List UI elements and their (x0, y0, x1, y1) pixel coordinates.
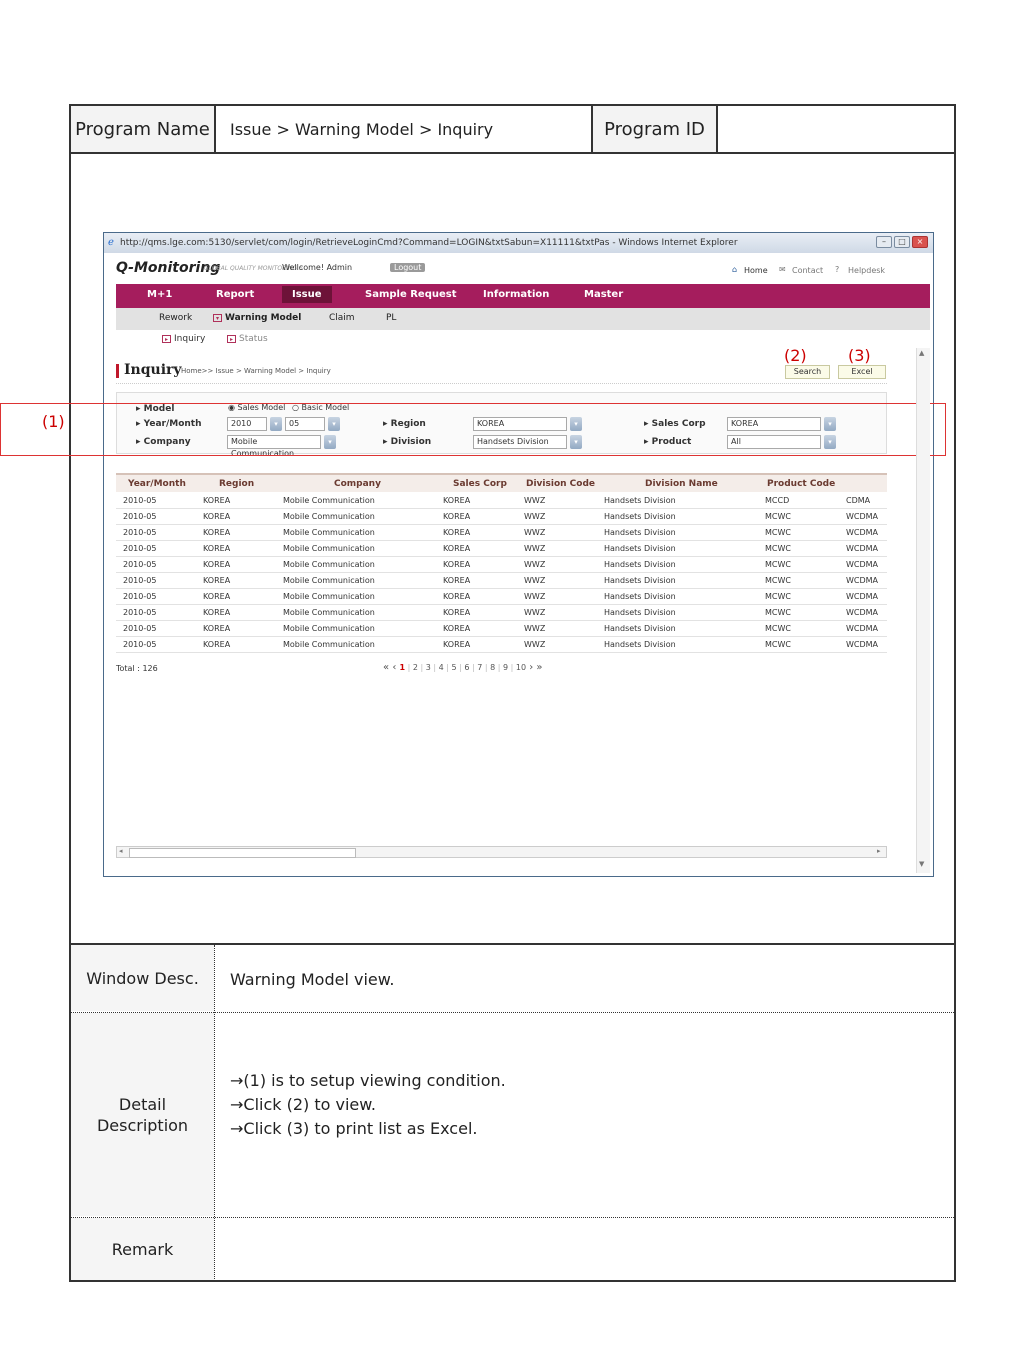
table-cell: KOREA (203, 512, 231, 521)
table-cell: KOREA (203, 576, 231, 585)
program-id-value (716, 104, 956, 154)
mail-icon: ✉ (779, 265, 786, 274)
home-link[interactable]: Home (744, 266, 768, 275)
prev-page-icon[interactable]: ‹ (392, 662, 397, 673)
table-cell: KOREA (203, 624, 231, 633)
table-cell: 2010-05 (123, 608, 157, 617)
table-cell: Mobile Communication (283, 512, 375, 521)
table-cell: MCWC (765, 608, 791, 617)
page-link[interactable]: 10 (515, 663, 527, 672)
last-page-icon[interactable]: » (536, 662, 543, 673)
table-cell: KOREA (443, 560, 471, 569)
table-row[interactable] (116, 493, 887, 509)
table-cell: 2010-05 (123, 496, 157, 505)
table-cell: WWZ (524, 528, 546, 537)
nav-m1[interactable]: M+1 (147, 289, 173, 300)
breadcrumb: Home>> Issue > Warning Model > Inquiry (181, 367, 331, 375)
table-cell: KOREA (203, 544, 231, 553)
table-cell: Handsets Division (604, 576, 676, 585)
table-cell: KOREA (443, 624, 471, 633)
salescorp-select[interactable]: KOREA ▾ (727, 417, 821, 431)
detail-desc-label: Detail Description (71, 1013, 214, 1216)
pagination: « ‹ 1 | 2 | 3 | 4 | 5 | 6 | 7 | 8 | 9 | 10 › » (383, 662, 543, 673)
division-select[interactable]: Handsets Division ▾ (473, 435, 567, 449)
model-label: ▸ Model (136, 404, 175, 414)
chevron-down-icon: ▾ (824, 435, 836, 449)
app-topbar (104, 253, 933, 283)
nav-issue[interactable]: Issue (282, 286, 332, 303)
table-cell: KOREA (203, 496, 231, 505)
table-cell: KOREA (203, 640, 231, 649)
nav-information[interactable]: Information (483, 289, 550, 300)
product-label: ▸ Product (644, 437, 692, 447)
home-icon: ⌂ (732, 265, 738, 274)
program-name-label: Program Name (69, 104, 216, 154)
col-yearmonth[interactable]: Year/Month (128, 479, 186, 489)
subnav-pl[interactable]: PL (386, 313, 397, 323)
subnav-inquiry[interactable]: ▸ Inquiry (162, 334, 205, 344)
table-cell: Handsets Division (604, 608, 676, 617)
vertical-scrollbar[interactable] (916, 348, 930, 873)
table-cell: MCWC (765, 576, 791, 585)
welcome-text: Wellcome! Admin (282, 263, 353, 272)
salescorp-label: ▸ Sales Corp (644, 419, 706, 429)
nav-master[interactable]: Master (584, 289, 624, 300)
table-cell: WCDMA (846, 560, 879, 569)
company-label: ▸ Company (136, 437, 191, 447)
page-link[interactable]: 4 (438, 663, 444, 672)
table-cell: 2010-05 (123, 640, 157, 649)
table-cell: MCCD (765, 496, 790, 505)
nav-report[interactable]: Report (216, 289, 255, 300)
scroll-down-icon[interactable]: ▼ (919, 860, 925, 868)
table-cell: MCWC (765, 528, 791, 537)
table-cell: Mobile Communication (283, 608, 375, 617)
table-cell: WCDMA (846, 640, 879, 649)
ie-icon: ℯ (108, 237, 114, 248)
page-link[interactable]: 3 (425, 663, 431, 672)
horizontal-scrollbar[interactable] (116, 846, 887, 858)
app-tagline: GLOBAL QUALITY MONITORING S (204, 265, 303, 272)
table-cell: WWZ (524, 592, 546, 601)
table-cell: MCWC (765, 560, 791, 569)
arrow-icon: ▸ (227, 335, 236, 343)
minimize-icon[interactable]: – (876, 236, 892, 248)
table-cell: KOREA (443, 544, 471, 553)
col-product-code[interactable]: Product Code (767, 479, 836, 489)
table-row[interactable] (116, 557, 887, 573)
next-page-icon[interactable]: › (529, 662, 534, 673)
page-title: Inquiry (124, 362, 182, 378)
table-cell: KOREA (443, 608, 471, 617)
col-company[interactable]: Company (334, 479, 381, 489)
chevron-down-icon: ▾ (270, 417, 282, 431)
table-cell: Mobile Communication (283, 640, 375, 649)
program-id-label: Program ID (591, 104, 718, 154)
table-cell: 2010-05 (123, 592, 157, 601)
table-cell: KOREA (203, 528, 231, 537)
scroll-thumb[interactable] (129, 848, 356, 858)
table-cell: KOREA (443, 592, 471, 601)
table-cell: WCDMA (846, 576, 879, 585)
subnav-status[interactable]: ▸ Status (227, 334, 268, 344)
nav-sample-request[interactable]: Sample Request (365, 289, 457, 300)
dropdown-icon: ▾ (213, 314, 222, 322)
table-cell: KOREA (443, 528, 471, 537)
chevron-down-icon: ▾ (328, 417, 340, 431)
table-row[interactable] (116, 589, 887, 605)
app-logo[interactable]: Q-Monitoring (116, 260, 221, 276)
table-cell: WWZ (524, 608, 546, 617)
table-cell: WCDMA (846, 544, 879, 553)
col-salescorp[interactable]: Sales Corp (453, 479, 507, 489)
table-cell: Mobile Communication (283, 544, 375, 553)
page-link[interactable]: 9 (502, 663, 509, 672)
scroll-up-icon[interactable]: ▲ (919, 349, 925, 357)
table-cell: MCWC (765, 512, 791, 521)
table-cell: Mobile Communication (283, 528, 375, 537)
subnav-claim[interactable]: Claim (329, 313, 355, 323)
maximize-icon[interactable]: □ (894, 236, 910, 248)
table-cell: WCDMA (846, 528, 879, 537)
table-cell: KOREA (443, 640, 471, 649)
logout-button[interactable]: Logout (390, 263, 425, 272)
table-cell: WWZ (524, 496, 546, 505)
table-cell: WCDMA (846, 512, 879, 521)
main-nav (116, 284, 930, 308)
region-select[interactable]: KOREA ▾ (473, 417, 567, 431)
table-cell: Handsets Division (604, 640, 676, 649)
remark-label: Remark (71, 1218, 214, 1280)
month-select[interactable]: 05 ▾ (285, 417, 325, 431)
chevron-down-icon: ▾ (324, 435, 336, 449)
table-cell: Handsets Division (604, 528, 676, 537)
window-desc-value: Warning Model view. (230, 970, 395, 989)
page-link[interactable]: 7 (477, 663, 483, 672)
table-row[interactable] (116, 541, 887, 557)
annotation-1: (1) (42, 412, 65, 431)
table-row[interactable] (116, 525, 887, 541)
page-link[interactable]: 1 (399, 663, 406, 672)
table-cell: MCWC (765, 624, 791, 633)
table-cell: WCDMA (846, 624, 879, 633)
program-name-value: Issue > Warning Model > Inquiry (214, 104, 593, 154)
col-division-code[interactable]: Division Code (526, 479, 596, 489)
model-radio-sales[interactable]: ◉ Sales Model (228, 403, 286, 412)
table-cell: WWZ (524, 512, 546, 521)
table-cell: MCWC (765, 640, 791, 649)
table-cell: WCDMA (846, 592, 879, 601)
table-cell: KOREA (443, 496, 471, 505)
table-cell: Mobile Communication (283, 592, 375, 601)
table-cell: KOREA (443, 576, 471, 585)
table-cell: Handsets Division (604, 592, 676, 601)
company-select[interactable]: Mobile Communication ▾ (227, 435, 321, 449)
table-cell: 2010-05 (123, 528, 157, 537)
table-cell: Handsets Division (604, 512, 676, 521)
title-divider (116, 383, 887, 384)
scroll-right-icon[interactable]: ▸ (877, 847, 881, 855)
table-cell: WWZ (524, 576, 546, 585)
table-cell: Handsets Division (604, 496, 676, 505)
product-select[interactable]: All ▾ (727, 435, 821, 449)
page-link[interactable]: 6 (464, 663, 470, 672)
detail-desc-list (230, 1069, 506, 1141)
page-link[interactable]: 5 (451, 663, 457, 672)
table-cell: Handsets Division (604, 560, 676, 569)
table-cell: WWZ (524, 640, 546, 649)
scroll-left-icon[interactable]: ◂ (119, 847, 123, 855)
division-label: ▸ Division (383, 437, 432, 447)
title-marker (116, 364, 119, 378)
table-cell: MCWC (765, 544, 791, 553)
total-count: Total : 126 (116, 664, 158, 673)
table-cell: Handsets Division (604, 624, 676, 633)
chevron-down-icon: ▾ (824, 417, 836, 431)
page-link[interactable]: 8 (490, 663, 496, 672)
table-cell: CDMA (846, 496, 871, 505)
browser-title: http://qms.lge.com:5130/servlet/com/login/RetrieveLoginCmd?Command=LOGIN&txtSabun=X11111&txtPas - Windows Internet Explorer (120, 238, 738, 248)
helpdesk-link[interactable]: Helpdesk (848, 266, 886, 275)
detail-line: →Click (3) to print list as Excel. (230, 1119, 478, 1138)
annotation-2: (2) (784, 346, 807, 365)
window-desc-label: Window Desc. (71, 945, 214, 1011)
table-row[interactable] (116, 573, 887, 589)
annotation-1-box (0, 403, 946, 456)
search-button[interactable]: Search (785, 365, 830, 379)
arrow-icon: ▸ (162, 335, 171, 343)
page-link[interactable]: 2 (412, 663, 418, 672)
table-cell: WWZ (524, 544, 546, 553)
table-row[interactable] (116, 605, 887, 621)
table-row[interactable] (116, 509, 887, 525)
model-radio-basic[interactable]: ○ Basic Model (292, 403, 350, 412)
table-cell: WWZ (524, 560, 546, 569)
column-divider (214, 945, 215, 1281)
table-cell: Mobile Communication (283, 496, 375, 505)
table-cell: Handsets Division (604, 544, 676, 553)
table-cell: KOREA (203, 560, 231, 569)
excel-button[interactable]: Excel (838, 365, 886, 379)
chevron-down-icon: ▾ (570, 435, 582, 449)
table-cell: KOREA (203, 592, 231, 601)
table-row[interactable] (116, 637, 887, 653)
table-cell: 2010-05 (123, 512, 157, 521)
col-region[interactable]: Region (219, 479, 255, 489)
subnav-rework[interactable]: Rework (159, 313, 193, 323)
table-row[interactable] (116, 621, 887, 637)
table-cell: WWZ (524, 624, 546, 633)
first-page-icon[interactable]: « (383, 662, 390, 673)
table-cell: Mobile Communication (283, 624, 375, 633)
help-icon: ? (835, 265, 840, 274)
yearmonth-label: ▸ Year/Month (136, 419, 202, 429)
table-cell: WCDMA (846, 608, 879, 617)
table-cell: Mobile Communication (283, 576, 375, 585)
contact-link[interactable]: Contact (792, 266, 824, 275)
detail-line: →(1) is to setup viewing condition. (230, 1071, 506, 1090)
table-cell: 2010-05 (123, 576, 157, 585)
region-label: ▸ Region (383, 419, 426, 429)
table-cell: 2010-05 (123, 624, 157, 633)
annotation-3: (3) (848, 346, 871, 365)
table-cell: Mobile Communication (283, 560, 375, 569)
detail-line: →Click (2) to view. (230, 1095, 376, 1114)
subnav-warning-model[interactable]: ▾ Warning Model (213, 313, 301, 323)
close-icon[interactable]: × (912, 236, 928, 248)
table-cell: 2010-05 (123, 544, 157, 553)
chevron-down-icon: ▾ (570, 417, 582, 431)
table-cell: 2010-05 (123, 560, 157, 569)
table-cell: MCWC (765, 592, 791, 601)
browser-titlebar (104, 233, 933, 253)
table-cell: KOREA (443, 512, 471, 521)
year-select[interactable]: 2010 ▾ (227, 417, 267, 431)
sub-nav (116, 308, 930, 330)
col-division-name[interactable]: Division Name (645, 479, 718, 489)
table-cell: KOREA (203, 608, 231, 617)
